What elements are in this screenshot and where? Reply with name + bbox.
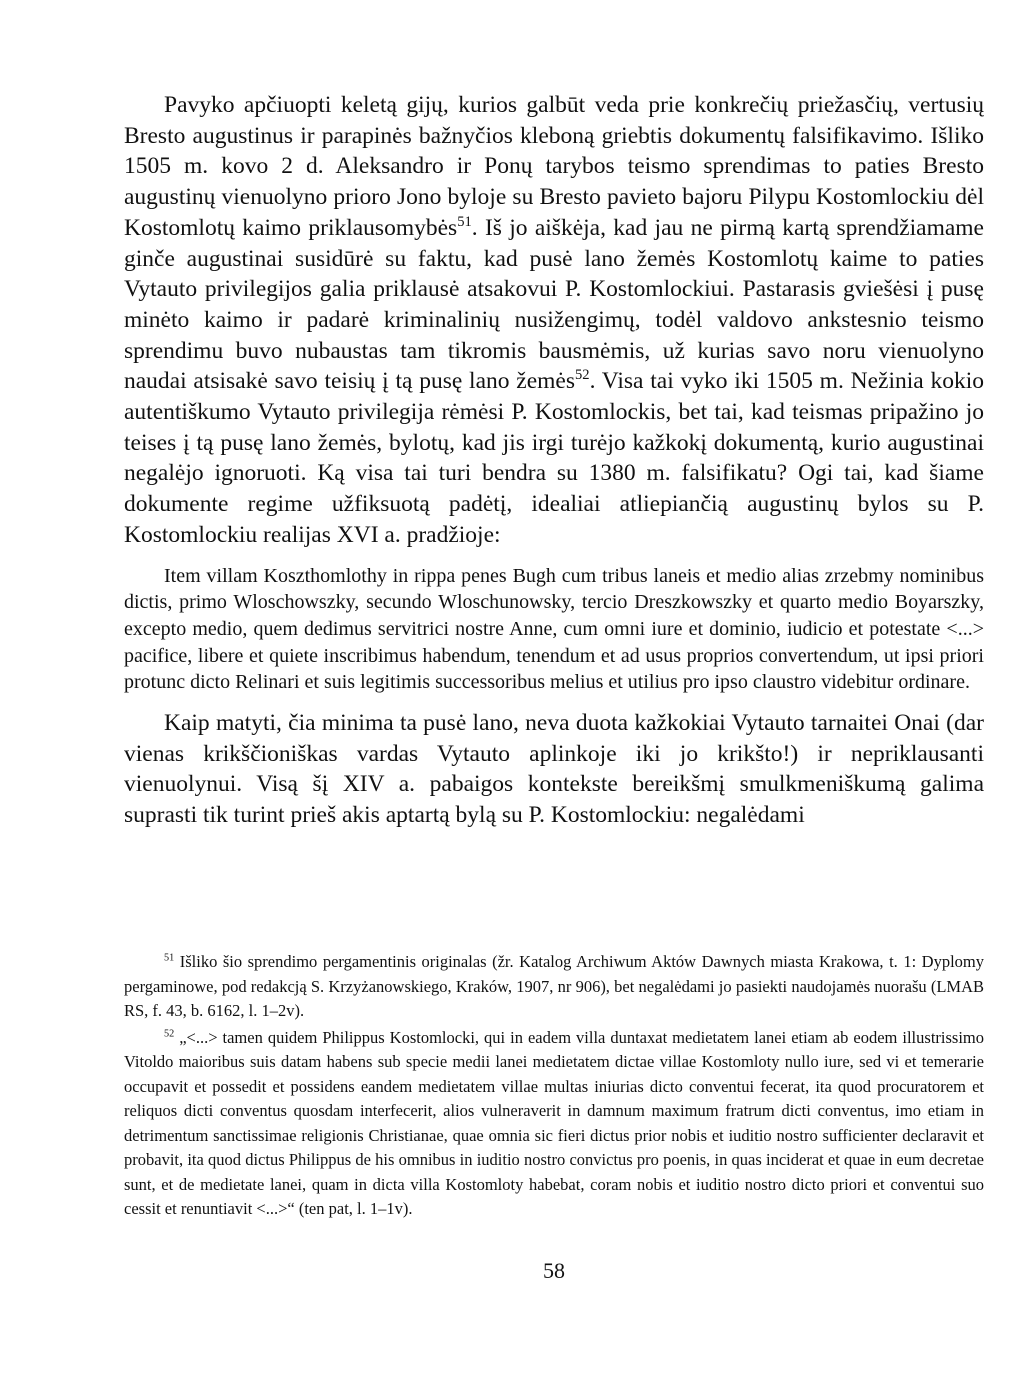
page-number: 58 bbox=[543, 1258, 565, 1283]
footnote-number: 52 bbox=[164, 1028, 175, 1039]
footnotes bbox=[124, 950, 984, 1224]
footnote-52 bbox=[124, 1026, 984, 1222]
footnote-text: Išliko šio sprendimo pergamentinis originalas (žr. Katalog Archiwum Aktów Dawnych miasta Krakowa, t. 1: Dyplomy pergaminowe, pod redakcją S. Krzyżanowskiego, Kraków, 1907, nr 906), bet negalėdami jo pasiekti naudojamės nuorašu (LMAB RS, f. 43, b. 6162, l. 1–2v). bbox=[124, 952, 985, 1020]
latin-quotation: Item villam Koszthomlothy in rippa penes Bugh cum tribus laneis et medio alias zrzebmy nominibus dictis, primo Wloschowszky, secundo Wloschunowsky, tercio Dreszkowszky et quarto medio Boyarszky, excepto medio, quem dedimus servitrici nostre Anne, cum omni iure et dominio, iudicio et potestate <...> pacifice, libere et quiete inscribimus habendum, tenendum et ad usus proprios convertendum, ut ipsi priori protunc dicto Relinari et suis legitimis successoribus melius et utilius pro ipso claustro videbitur ordinare. bbox=[124, 564, 984, 694]
paragraph-1-part-b: . Iš jo aiškėja, kad jau ne pirmą kartą sprendžiamame ginče augustinai susidūrė su faktu, kad pusė lano žemės Kostomlotų kaime to paties Vytauto privilegijos galia priklausė atsakovui P. Kostomlockiui. Pastarasis gviešėsi į pusę minėto kaimo ir padarė kriminalinių nusižengimų, todėl valdovo ankstesnio teismo sprendimu buvo nubaustas tam tikromis bausmėmis, už kurias savo noru vienuolyno naudai atsisakė savo teisių į tą pusę lano žemės bbox=[124, 214, 984, 395]
footnote-text: „<...> tamen quidem Philippus Kostomlocki, qui in eadem villa duntaxat medietatem lanei etiam ab eodem illustrissimo Vitoldo maioribus suis datam habens sub specie medii lanei medietatem dictae villae Kostomloty nullo iure, sed vi et temerarie occupavit et possedit et possidens eandem medietatem villae multas iniurias dicto conventui fecerat, ita quod procuratorem et reliquos dicti conventus quosdam interfecerit, alios vulneraverit in damnum maximum fratrum dicti conventus, imo etiam in detrimentum sanctissimae religionis Christianae, quae omnia sic fieri dictus prior nobis et iuditio nostro sufficienter declaravit et probavit, ita quod dictus Philippus de his omnibus in iuditio nostro convictus pro poenis, in quas inciderat et quae in eum decretae sunt, et de medietate lanei, quam in dicta villa Kostomloty habebat, coram nobis et iuditio nostro dicto priori et conventui suo cessit et renuntiavit <...>“ (ten pat, l. 1–1v). bbox=[124, 1027, 984, 1218]
footnote-51 bbox=[124, 950, 984, 1024]
body-paragraph-2: Kaip matyti, čia minima ta pusė lano, neva duota kažkokiai Vytauto tarnaitei Onai (dar vienas krikščioniškas vardas Vytauto aplinkoje iki jo krikšto!) ir nepriklausanti vienuolynui. Visą šį XIV a. pabaigos kontekste bereikšmį smulkmeniškumą galima suprasti tik turint prieš akis aptartą bylą su P. Kostomlockiu: negalėdami bbox=[124, 710, 984, 829]
page bbox=[124, 90, 984, 1360]
footnote-ref-51[interactable]: 51 bbox=[457, 213, 472, 230]
paragraph-1-part-a: Pavyko apčiuopti keletą gijų, kurios galbūt veda prie konkrečių priežasčių, vertusių Bresto augustinus ir parapinės bažnyčios kleboną griebtis dokumentų falsifikavimo. Išliko 1505 m. kovo 2 d. Aleksandro ir Ponų tarybos teismo sprendimas to paties Bresto augustinų vienuolyno prioro Jono byloje su Bresto pavieto bajoru Pilypu Kostomlockiu dėl Kostomlotų kaimo priklausomybės bbox=[124, 92, 984, 241]
footnote-number: 51 bbox=[164, 952, 175, 964]
paragraph-1-part-c: . Visa tai vyko iki 1505 m. Nežinia kokio autentiškumo Vytauto privilegija rėmėsi P. Kostomlockis, bet tai, kad teismas pripažino jo teises į tą pusę lano žemės, bylotų, kad jis irgi turėjo kažkokį dokumentą, kurio augustinai negalėjo ignoruoti. Ką visa tai turi bendra su 1380 m. falsifikatu? Ogi tai, kad šiame dokumente regime užfiksuotą padėtį, idealiai atliepiančią augustinų bylos su P. Kostomlockiu realijas XVI a. pradžioje: bbox=[124, 368, 984, 548]
body-paragraph-1 bbox=[124, 90, 984, 551]
footnote-ref-52[interactable]: 52 bbox=[575, 367, 590, 384]
